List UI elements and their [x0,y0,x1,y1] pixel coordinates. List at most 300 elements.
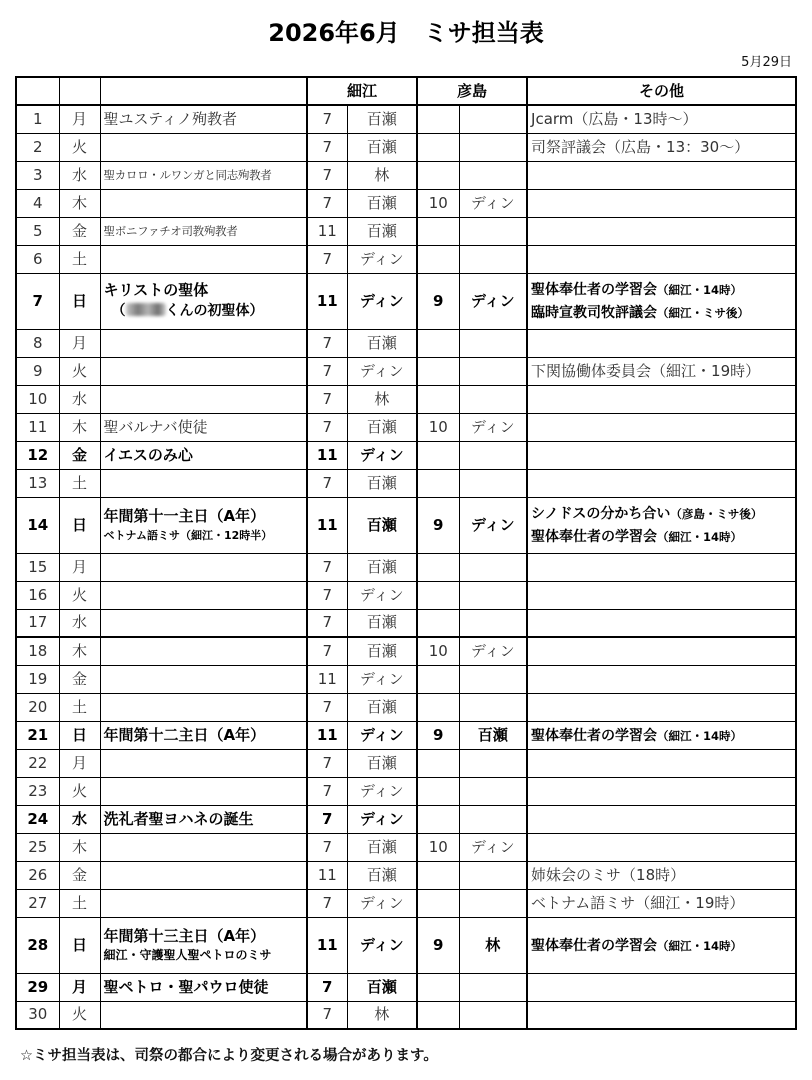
weekday: 日 [59,721,100,749]
hosoe-time: 7 [307,833,347,861]
other-notes-cell [527,133,796,161]
hikoshima-priest [459,665,527,693]
weekday: 木 [59,189,100,217]
hikoshima-priest: ディン [459,273,527,329]
note-line [531,893,792,913]
feast-cell [100,917,307,973]
schedule-row [16,861,796,889]
hosoe-priest: 林 [347,1001,417,1029]
other-notes-cell [527,553,796,581]
day-number: 29 [16,973,59,1001]
hosoe-priest: ディン [347,777,417,805]
hikoshima-priest [459,553,527,581]
weekday: 土 [59,469,100,497]
hikoshima-priest [459,1001,527,1029]
hosoe-time: 7 [307,105,347,133]
note-text: Jcarm（広島・13時～） [531,110,698,129]
schedule-row [16,721,796,749]
hosoe-time: 7 [307,777,347,805]
hosoe-priest: 百瀬 [347,973,417,1001]
hosoe-time: 11 [307,217,347,245]
schedule-row [16,385,796,413]
hikoshima-priest [459,805,527,833]
schedule-row [16,413,796,441]
footer-note: ☆ミサ担当表は、司祭の都合により変更される場合があります。 [20,1048,438,1064]
hikoshima-priest [459,693,527,721]
feast-name: 年間第十三主日（A年） [103,926,266,945]
note-detail: （細江・14時） [657,283,743,298]
day-number: 15 [16,553,59,581]
note-text: 聖体奉仕者の学習会 [531,937,658,954]
hosoe-time: 7 [307,889,347,917]
hikoshima-time [417,161,459,189]
hosoe-priest: ディン [347,889,417,917]
hikoshima-priest: ディン [459,413,527,441]
hosoe-priest: 百瀬 [347,609,417,637]
hosoe-priest: ディン [347,581,417,609]
note-detail: （細江・14時） [657,938,743,953]
hikoshima-priest: 百瀬 [459,721,527,749]
hikoshima-priest: ディン [459,497,527,553]
header-weekday [59,77,100,105]
feast-cell [100,861,307,889]
hosoe-priest: ディン [347,441,417,469]
weekday: 水 [59,609,100,637]
redacted-name-blur [126,303,166,316]
other-notes-cell [527,273,796,329]
feast-cell [100,245,307,273]
day-number: 25 [16,833,59,861]
other-notes-cell [527,889,796,917]
hikoshima-time: 10 [417,189,459,217]
feast-subtitle: 細江・守護聖人聖ペトロのミサ [103,948,272,963]
hosoe-priest: 林 [347,161,417,189]
feast-cell [100,581,307,609]
schedule-row [16,665,796,693]
note-detail: （彦島・ミサ後） [670,507,763,522]
feast-cell [100,553,307,581]
day-number: 1 [16,105,59,133]
hikoshima-time [417,469,459,497]
note-text: 聖体奉仕者の学習会 [531,282,658,299]
hosoe-priest: 百瀬 [347,413,417,441]
hosoe-time: 7 [307,385,347,413]
hikoshima-time [417,665,459,693]
hikoshima-priest [459,245,527,273]
hikoshima-time: 10 [417,637,459,665]
schedule-row [16,777,796,805]
feast-subtitle-prefix: （ [111,303,126,320]
day-number: 13 [16,469,59,497]
other-notes-cell [527,637,796,665]
other-notes-cell [527,861,796,889]
feast-cell [100,413,307,441]
hikoshima-time: 10 [417,833,459,861]
page-title: 2026年6月 ミサ担当表 [268,19,544,47]
other-notes-cell [527,777,796,805]
hikoshima-time [417,861,459,889]
day-number: 7 [16,273,59,329]
day-number: 21 [16,721,59,749]
header-other: その他 [527,77,796,105]
weekday: 土 [59,693,100,721]
feast-cell [100,329,307,357]
day-number: 22 [16,749,59,777]
hikoshima-time [417,777,459,805]
feast-cell [100,189,307,217]
day-number: 4 [16,189,59,217]
feast-cell [100,1001,307,1029]
note-line [531,526,792,547]
hikoshima-time [417,217,459,245]
hosoe-time: 7 [307,581,347,609]
header-hikoshima: 彦島 [417,77,527,105]
hikoshima-priest: ディン [459,637,527,665]
other-notes-cell [527,161,796,189]
hosoe-time: 11 [307,273,347,329]
note-text: 司祭評議会（広島・13：30～） [531,137,750,156]
feast-cell [100,469,307,497]
feast-cell [100,721,307,749]
hosoe-priest: ディン [347,273,417,329]
weekday: 木 [59,413,100,441]
other-notes-cell [527,441,796,469]
hikoshima-time [417,245,459,273]
other-notes-cell [527,749,796,777]
note-text: ベトナム語ミサ（細江・19時） [531,893,745,912]
other-notes-cell [527,609,796,637]
other-notes-cell [527,469,796,497]
hosoe-priest: 百瀬 [347,105,417,133]
weekday: 土 [59,245,100,273]
hikoshima-priest [459,441,527,469]
hikoshima-time [417,581,459,609]
weekday: 月 [59,553,100,581]
hosoe-time: 7 [307,469,347,497]
day-number: 11 [16,413,59,441]
note-line [531,137,792,157]
note-line [531,109,792,129]
note-text: 聖体奉仕者の学習会 [531,727,658,744]
hosoe-priest: 百瀬 [347,469,417,497]
note-line [531,865,792,885]
day-number: 14 [16,497,59,553]
hosoe-priest: 百瀬 [347,861,417,889]
schedule-row [16,497,796,553]
schedule-header [16,77,796,105]
hikoshima-priest [459,357,527,385]
schedule-row [16,973,796,1001]
schedule-row [16,749,796,777]
day-number: 30 [16,1001,59,1029]
other-notes-cell [527,581,796,609]
schedule-body [16,105,796,1029]
hosoe-priest: 百瀬 [347,553,417,581]
hosoe-priest: 百瀬 [347,693,417,721]
hikoshima-priest [459,385,527,413]
hosoe-priest: 百瀬 [347,189,417,217]
feast-name: 聖バルナバ使徒 [103,417,208,436]
feast-cell [100,749,307,777]
day-number: 19 [16,665,59,693]
day-number: 9 [16,357,59,385]
other-notes-cell [527,917,796,973]
header-day [16,77,59,105]
day-number: 5 [16,217,59,245]
header-row [16,77,796,105]
feast-cell [100,273,307,329]
weekday: 木 [59,637,100,665]
hosoe-time: 7 [307,609,347,637]
weekday: 火 [59,133,100,161]
schedule-row [16,133,796,161]
hosoe-priest: 百瀬 [347,497,417,553]
feast-cell [100,161,307,189]
day-number: 3 [16,161,59,189]
hosoe-time: 11 [307,497,347,553]
hosoe-time: 7 [307,553,347,581]
feast-cell [100,497,307,553]
note-line [531,503,792,524]
schedule-row [16,357,796,385]
hikoshima-priest [459,581,527,609]
day-number: 2 [16,133,59,161]
weekday: 火 [59,357,100,385]
feast-name: 年間第十一主日（A年） [103,507,266,526]
other-notes-cell [527,105,796,133]
hosoe-time: 11 [307,441,347,469]
feast-cell [100,385,307,413]
weekday: 月 [59,329,100,357]
hosoe-time: 11 [307,917,347,973]
weekday: 水 [59,385,100,413]
hosoe-time: 7 [307,1001,347,1029]
other-notes-cell [527,413,796,441]
mass-schedule-table [15,76,797,1030]
hikoshima-time: 9 [417,721,459,749]
hosoe-time: 11 [307,721,347,749]
note-line [531,279,792,300]
other-notes-cell [527,217,796,245]
weekday: 火 [59,581,100,609]
hosoe-priest: 百瀬 [347,217,417,245]
feast-cell [100,889,307,917]
weekday: 日 [59,917,100,973]
schedule-row [16,441,796,469]
schedule-row [16,217,796,245]
schedule-row [16,833,796,861]
weekday: 金 [59,665,100,693]
weekday: 月 [59,973,100,1001]
hosoe-priest: ディン [347,721,417,749]
hikoshima-time: 9 [417,917,459,973]
hikoshima-priest [459,469,527,497]
hosoe-priest: 百瀬 [347,637,417,665]
feast-cell [100,637,307,665]
other-notes-cell [527,805,796,833]
schedule-row [16,189,796,217]
hosoe-priest: ディン [347,917,417,973]
schedule-row [16,917,796,973]
day-number: 16 [16,581,59,609]
feast-name: 洗礼者聖ヨハネの誕生 [103,809,254,828]
weekday: 金 [59,441,100,469]
schedule-row [16,889,796,917]
note-line [531,935,792,956]
other-notes-cell [527,665,796,693]
hikoshima-priest [459,889,527,917]
other-notes-cell [527,385,796,413]
hikoshima-time [417,105,459,133]
hikoshima-time: 9 [417,497,459,553]
feast-cell [100,609,307,637]
feast-cell [100,777,307,805]
schedule-row [16,245,796,273]
hikoshima-priest [459,749,527,777]
hosoe-priest: 百瀬 [347,833,417,861]
hosoe-time: 7 [307,161,347,189]
hosoe-time: 7 [307,805,347,833]
other-notes-cell [527,833,796,861]
other-notes-cell [527,497,796,553]
weekday: 日 [59,497,100,553]
other-notes-cell [527,329,796,357]
weekday: 土 [59,889,100,917]
hikoshima-time [417,749,459,777]
hosoe-priest: 百瀬 [347,329,417,357]
other-notes-cell [527,245,796,273]
hikoshima-priest [459,105,527,133]
note-text: 姉妹会のミサ（18時） [531,865,686,884]
hikoshima-time [417,329,459,357]
hosoe-priest: ディン [347,245,417,273]
note-text: 下関協働体委員会（細江・19時） [531,361,761,380]
feast-name: 聖ユスティノ殉教者 [103,109,238,128]
schedule-row [16,553,796,581]
weekday: 木 [59,833,100,861]
hikoshima-time [417,693,459,721]
hikoshima-priest: ディン [459,833,527,861]
hikoshima-time [417,385,459,413]
schedule-row [16,273,796,329]
note-detail: （細江・14時） [657,530,743,544]
feast-name: イエスのみ心 [103,445,193,464]
note-text: 聖体奉仕者の学習会 [531,529,658,545]
hosoe-time: 7 [307,357,347,385]
other-notes-cell [527,693,796,721]
day-number: 23 [16,777,59,805]
hosoe-priest: ディン [347,357,417,385]
hikoshima-time [417,553,459,581]
schedule-row [16,609,796,637]
hikoshima-time [417,441,459,469]
feast-cell [100,805,307,833]
hikoshima-time [417,889,459,917]
hosoe-priest: ディン [347,805,417,833]
day-number: 17 [16,609,59,637]
schedule-row [16,581,796,609]
day-number: 10 [16,385,59,413]
hikoshima-time: 10 [417,413,459,441]
schedule-row [16,161,796,189]
hosoe-priest: ディン [347,665,417,693]
issue-date: 5月29日 [741,55,792,70]
hikoshima-priest [459,777,527,805]
weekday: 日 [59,273,100,329]
weekday: 金 [59,217,100,245]
header-feast [100,77,307,105]
header-hosoe: 細江 [307,77,417,105]
hosoe-time: 7 [307,329,347,357]
hikoshima-priest [459,861,527,889]
weekday: 水 [59,805,100,833]
hikoshima-priest [459,329,527,357]
feast-cell [100,217,307,245]
hikoshima-time: 9 [417,273,459,329]
feast-cell [100,441,307,469]
note-detail: （細江・14時） [657,728,743,743]
weekday: 火 [59,777,100,805]
note-detail: （細江・ミサ後） [657,306,750,320]
feast-subtitle: ベトナム語ミサ（細江・12時半） [103,529,273,542]
other-notes-cell [527,357,796,385]
schedule-row [16,805,796,833]
feast-cell [100,665,307,693]
hikoshima-time [417,609,459,637]
hosoe-time: 7 [307,189,347,217]
schedule-row [16,105,796,133]
day-number: 28 [16,917,59,973]
feast-cell [100,973,307,1001]
feast-name: 聖カロロ・ルワンガと同志殉教者 [103,167,272,182]
feast-cell [100,833,307,861]
day-number: 18 [16,637,59,665]
schedule-row [16,1001,796,1029]
hikoshima-priest: 林 [459,917,527,973]
hosoe-time: 7 [307,413,347,441]
feast-name: 年間第十二主日（A年） [103,725,266,744]
feast-name: 聖ボニファチオ司教殉教者 [103,223,238,238]
hosoe-time: 11 [307,861,347,889]
feast-cell [100,693,307,721]
hosoe-time: 7 [307,637,347,665]
day-number: 26 [16,861,59,889]
day-number: 20 [16,693,59,721]
other-notes-cell [527,721,796,749]
day-number: 6 [16,245,59,273]
hosoe-time: 7 [307,133,347,161]
weekday: 水 [59,161,100,189]
schedule-row [16,329,796,357]
feast-name: キリストの聖体 [103,281,209,300]
note-line [531,302,792,323]
hikoshima-time [417,1001,459,1029]
day-number: 24 [16,805,59,833]
hikoshima-priest [459,609,527,637]
weekday: 月 [59,749,100,777]
hosoe-time: 11 [307,665,347,693]
feast-cell [100,105,307,133]
feast-subtitle-suffix: くんの初聖体） [165,303,264,320]
note-line [531,725,792,746]
weekday: 火 [59,1001,100,1029]
day-number: 27 [16,889,59,917]
hikoshima-time [417,357,459,385]
other-notes-cell [527,973,796,1001]
note-text: 臨時宣教司牧評議会 [531,305,658,321]
hikoshima-priest [459,161,527,189]
weekday: 金 [59,861,100,889]
